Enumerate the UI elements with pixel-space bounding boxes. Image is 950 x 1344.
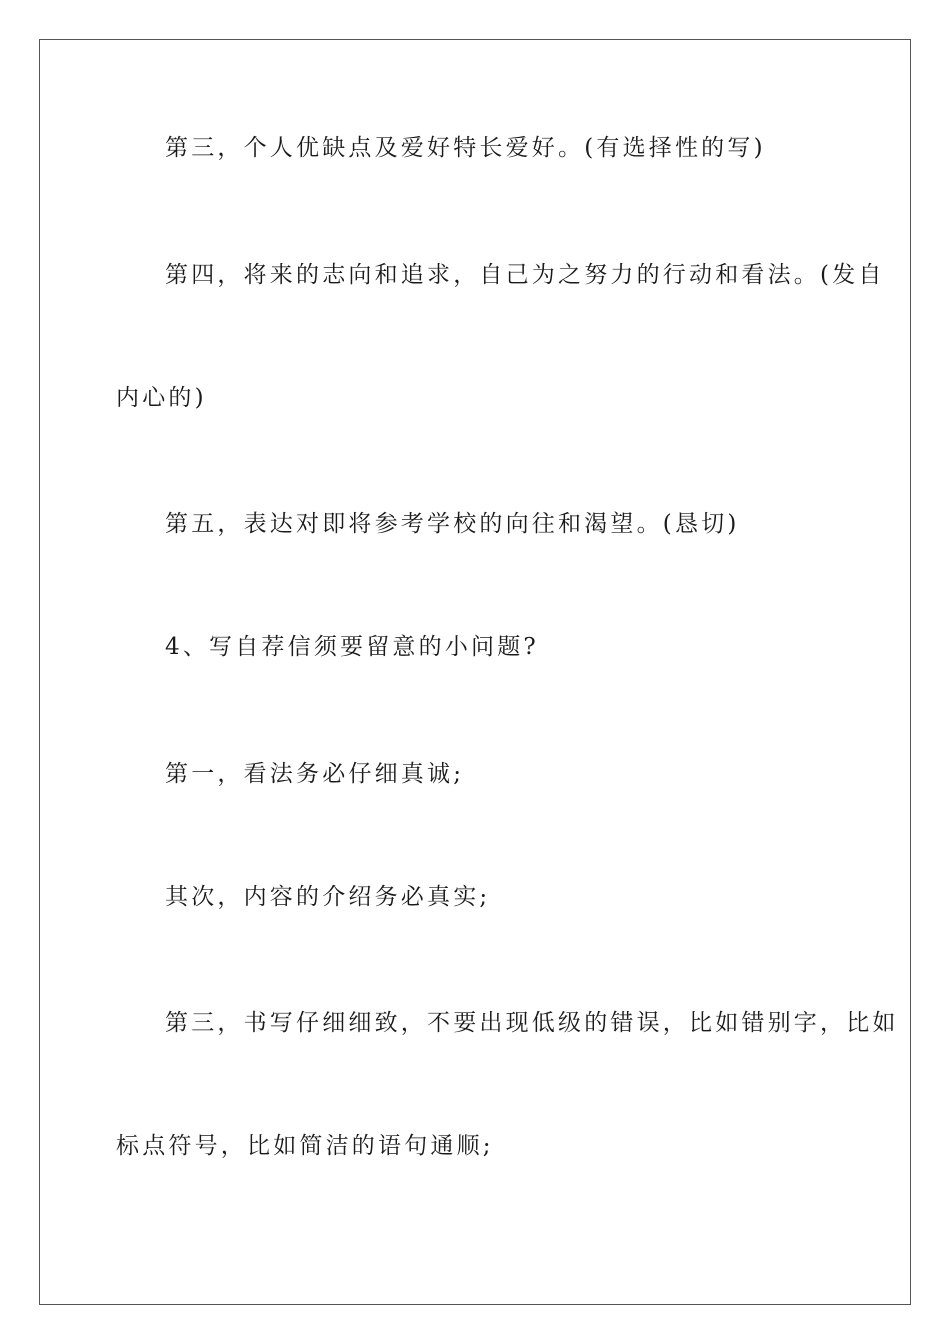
page-frame [39, 39, 911, 1305]
paragraph-line-2: 第四，将来的志向和追求，自己为之努力的行动和看法。(发自 [165, 262, 885, 288]
paragraph-line-4: 第五，表达对即将参考学校的向往和渴望。(恳切) [165, 511, 740, 537]
section-heading: 4、写自荐信须要留意的小问题? [165, 634, 539, 660]
paragraph-line-1: 第三，个人优缺点及爱好特长爱好。(有选择性的写) [165, 135, 766, 161]
paragraph-line-7: 第三，书写仔细细致，不要出现低级的错误，比如错别字，比如 [165, 1010, 899, 1036]
paragraph-line-6: 其次，内容的介绍务必真实; [165, 884, 491, 910]
paragraph-line-3: 内心的) [116, 385, 207, 411]
paragraph-line-5: 第一，看法务必仔细真诚; [165, 761, 465, 787]
paragraph-line-8: 标点符号，比如简洁的语句通顺; [116, 1133, 494, 1159]
